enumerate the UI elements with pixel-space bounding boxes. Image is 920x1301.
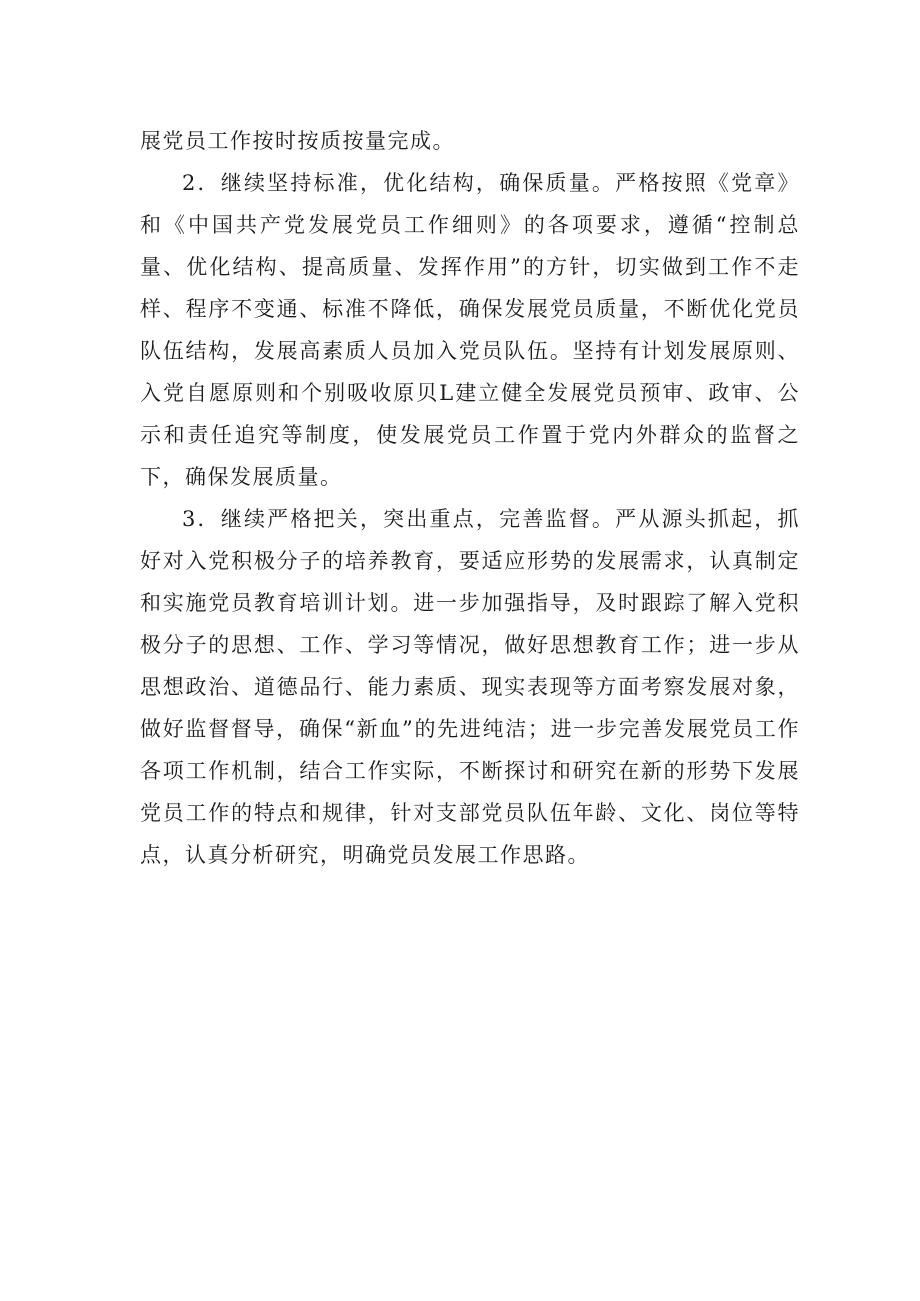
paragraph-item-2: 2．继续坚持标准，优化结构，确保质量。严格按照《党章》和《中国共产党发展党员工作细则》的各项要求，遵循“控制总量、优化结构、提高质量、发挥作用”的方针，切实做到工作不走样、程序不变通、标准不降低，确保发展党员质量，不断优化党员队伍结构，发展高素质人员加入党员队伍。坚持有计划发展原则、入党自愿原则和个别吸收原贝L建立健全发展党员预审、政审、公示和责任追究等制度，使发展党员工作置于党内外群众的监督之下，确保发展质量。: [140, 171, 800, 489]
paragraph-continuation: 展党员工作按时按质按量完成。: [140, 129, 455, 153]
paragraph-item-3: 3．继续严格把关，突出重点，完善监督。严从源头抓起，抓好对入党积极分子的培养教育，要适应形势的发展需求，认真制定和实施党员教育培训计划。进一步加强指导，及时跟踪了解入党积极分子的思想、工作、学习等情况，做好思想教育工作；进一步从思想政治、道德品行、能力素质、现实表现等方面考察发展对象，做好监督督导，确保“新血”的先进纯洁；进一步完善发展党员工作各项工作机制，结合工作实际，不断探讨和研究在新的形势下发展党员工作的特点和规律，针对支部党员队伍年龄、文化、岗位等特点，认真分析研究，明确党员发展工作思路。: [140, 507, 800, 867]
document-body: [140, 120, 800, 876]
